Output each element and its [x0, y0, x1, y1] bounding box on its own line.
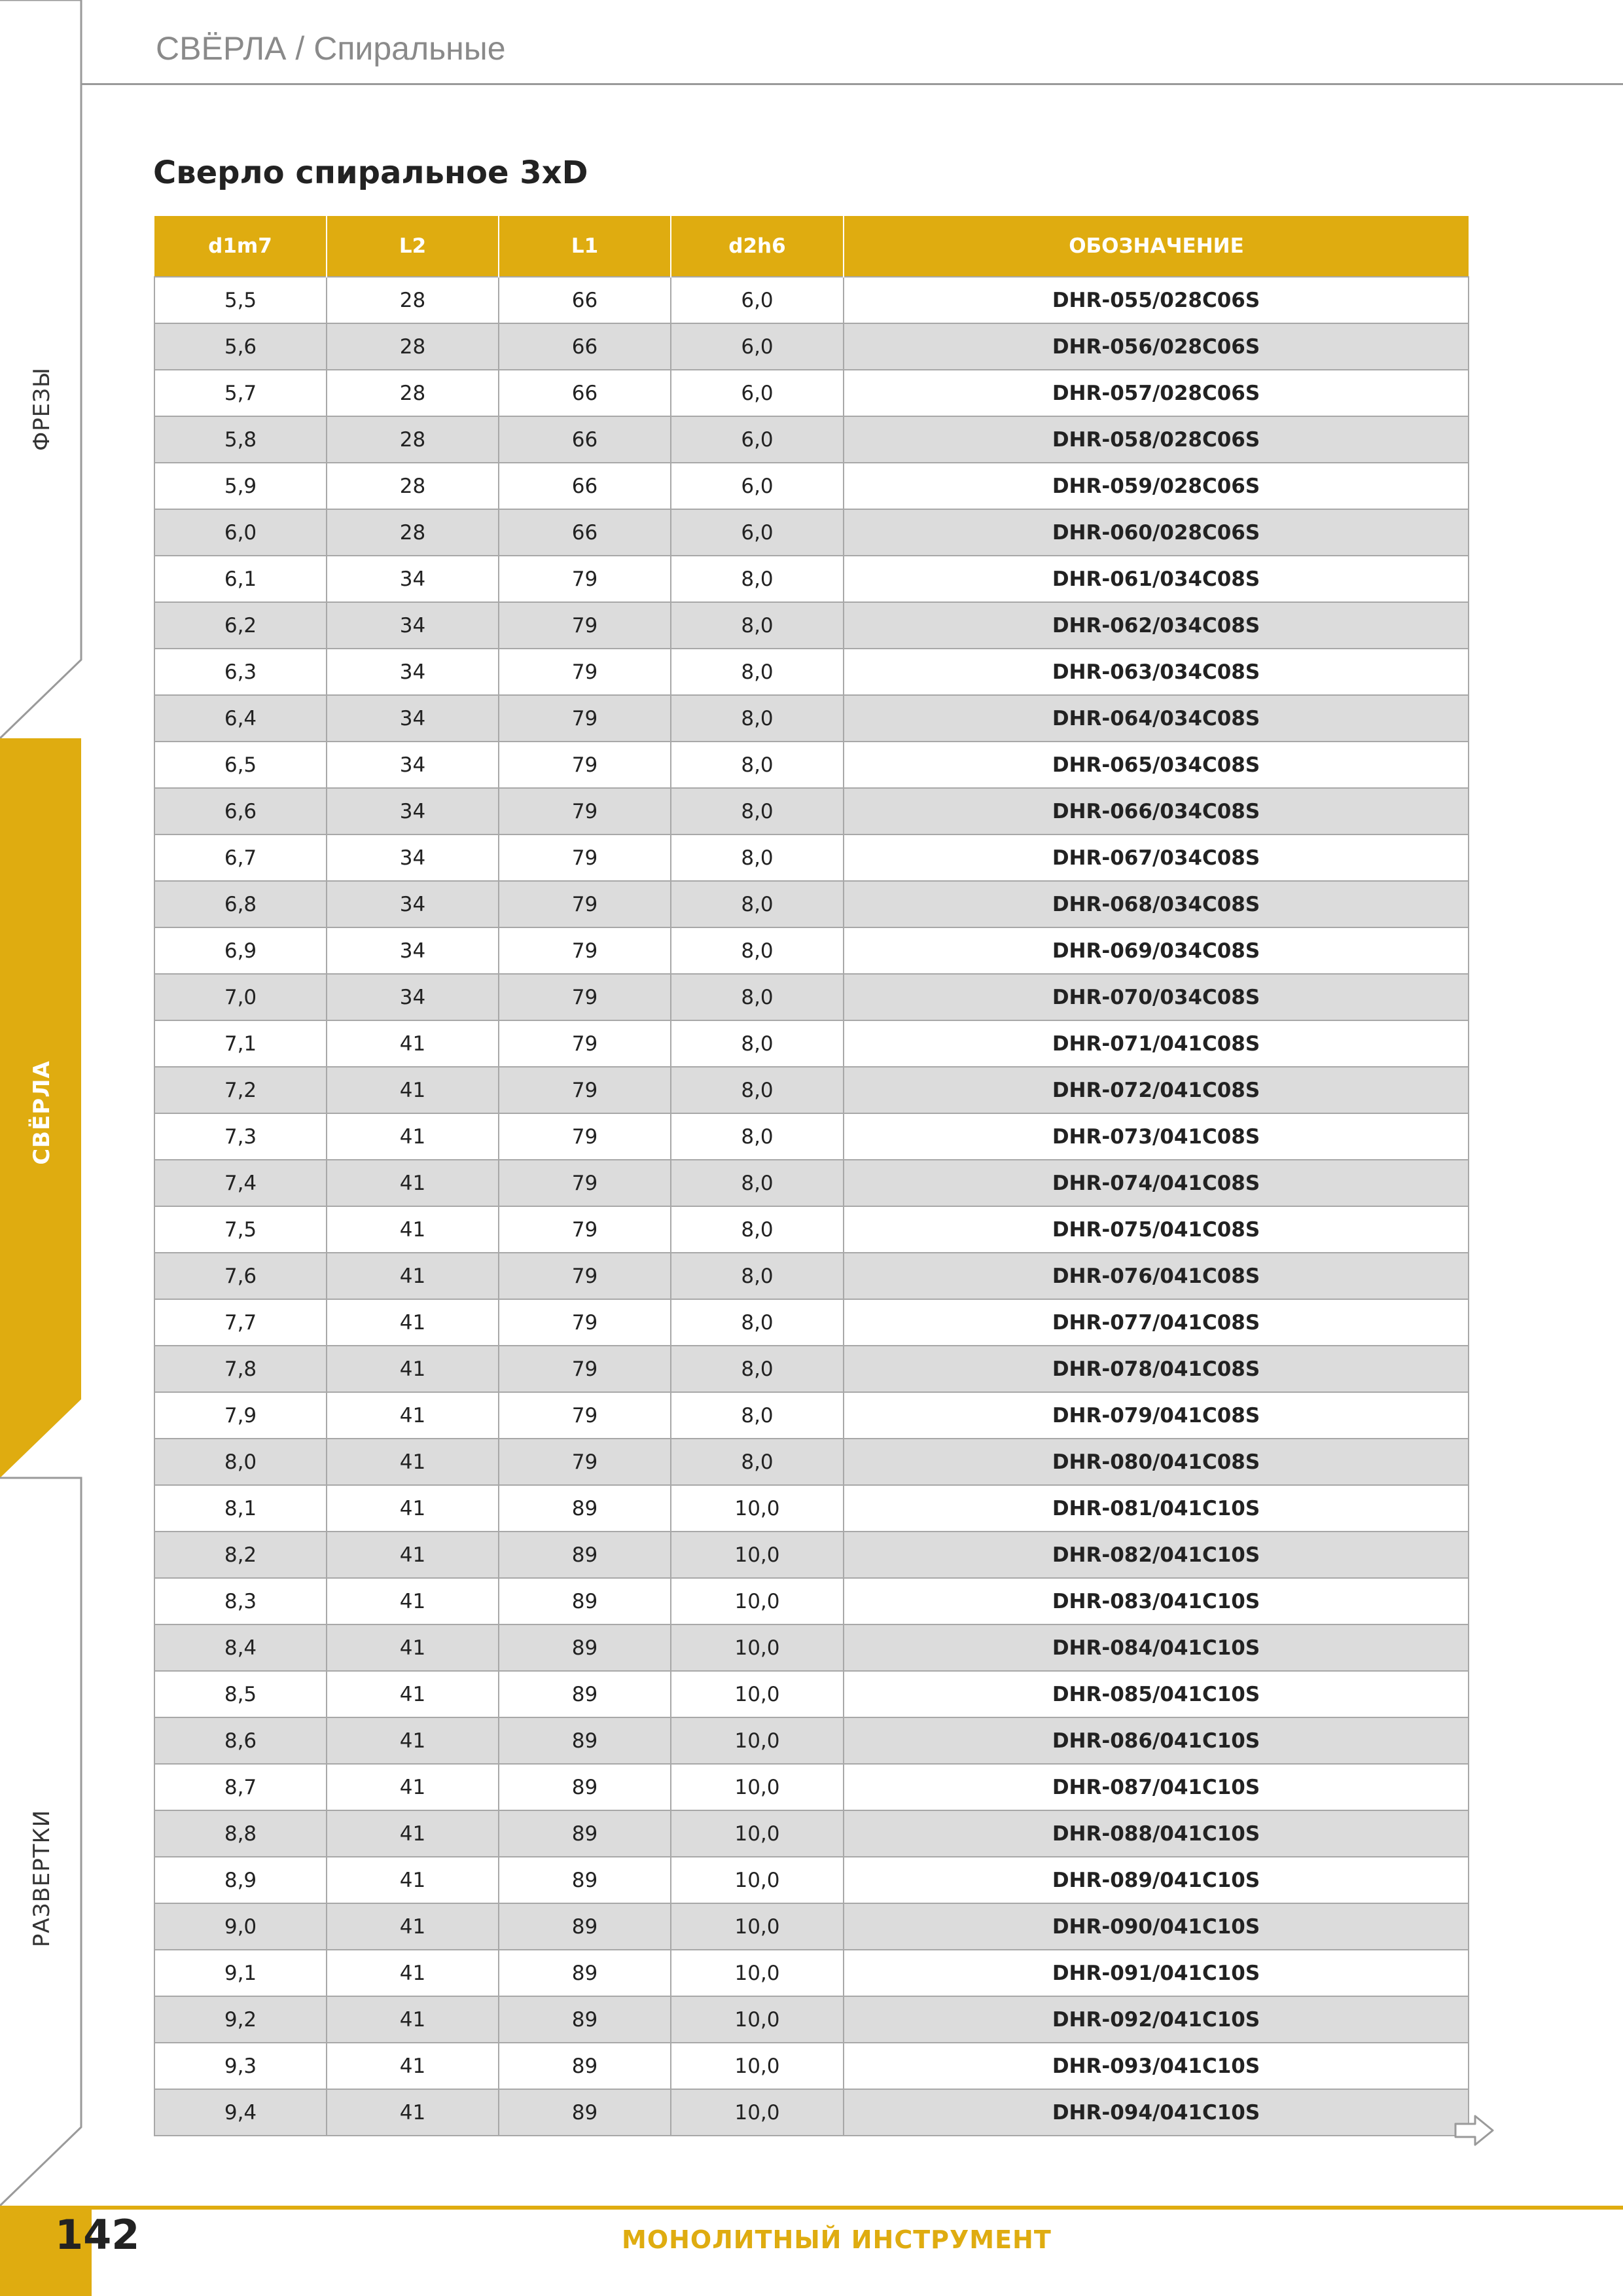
- table-row: [154, 1624, 1469, 1671]
- sidebar-tab-mills[interactable]: [16, 262, 68, 556]
- cell-l2: 41: [327, 1485, 499, 1532]
- arrow-right-outline-icon[interactable]: [1454, 2114, 1495, 2147]
- footer-text: МОНОЛИТНЫЙ ИНСТРУМЕНТ: [622, 2225, 1052, 2254]
- cell-d2h6: 10,0: [671, 1624, 844, 1671]
- cell-d1m7: 6,7: [154, 834, 327, 881]
- cell-designation: DHR-064/034C08S: [844, 695, 1469, 742]
- cell-designation: DHR-076/041C08S: [844, 1253, 1469, 1299]
- cell-l2: 28: [327, 323, 499, 370]
- cell-d1m7: 8,7: [154, 1764, 327, 1810]
- cell-d1m7: 8,9: [154, 1857, 327, 1903]
- cell-l2: 28: [327, 277, 499, 323]
- cell-d2h6: 8,0: [671, 1206, 844, 1253]
- page-number: 142: [55, 2211, 140, 2259]
- cell-d1m7: 6,9: [154, 927, 327, 974]
- cell-designation: DHR-074/041C08S: [844, 1160, 1469, 1206]
- cell-l1: 79: [499, 834, 671, 881]
- cell-d2h6: 8,0: [671, 1439, 844, 1485]
- cell-l1: 79: [499, 742, 671, 788]
- table-row: [154, 788, 1469, 834]
- cell-l1: 89: [499, 1903, 671, 1950]
- cell-d2h6: 10,0: [671, 1857, 844, 1903]
- cell-d2h6: 10,0: [671, 1950, 844, 1996]
- cell-d1m7: 9,0: [154, 1903, 327, 1950]
- table-row: [154, 370, 1469, 416]
- table-row: [154, 2089, 1469, 2136]
- table-row: [154, 1346, 1469, 1392]
- cell-d1m7: 8,8: [154, 1810, 327, 1857]
- cell-d1m7: 7,7: [154, 1299, 327, 1346]
- table-row: [154, 509, 1469, 556]
- cell-l1: 89: [499, 1950, 671, 1996]
- cell-l1: 79: [499, 1206, 671, 1253]
- cell-d1m7: 7,9: [154, 1392, 327, 1439]
- cell-designation: DHR-072/041C08S: [844, 1067, 1469, 1113]
- cell-l1: 79: [499, 927, 671, 974]
- cell-d2h6: 8,0: [671, 1020, 844, 1067]
- cell-l2: 28: [327, 370, 499, 416]
- cell-d1m7: 7,2: [154, 1067, 327, 1113]
- table-row: [154, 602, 1469, 649]
- cell-l2: 28: [327, 416, 499, 463]
- cell-l2: 41: [327, 1810, 499, 1857]
- cell-l1: 79: [499, 695, 671, 742]
- column-header-d1m7: d1m7: [154, 216, 327, 277]
- cell-d2h6: 6,0: [671, 509, 844, 556]
- cell-designation: DHR-085/041C10S: [844, 1671, 1469, 1717]
- cell-l1: 89: [499, 1671, 671, 1717]
- cell-l1: 79: [499, 1299, 671, 1346]
- cell-l1: 89: [499, 1857, 671, 1903]
- cell-d1m7: 5,9: [154, 463, 327, 509]
- cell-d2h6: 10,0: [671, 1810, 844, 1857]
- cell-d2h6: 6,0: [671, 323, 844, 370]
- cell-d1m7: 7,4: [154, 1160, 327, 1206]
- cell-l2: 41: [327, 1160, 499, 1206]
- table-row: [154, 1717, 1469, 1764]
- cell-designation: DHR-082/041C10S: [844, 1532, 1469, 1578]
- cell-l1: 89: [499, 1810, 671, 1857]
- table-row: [154, 1206, 1469, 1253]
- cell-designation: DHR-066/034C08S: [844, 788, 1469, 834]
- cell-l2: 41: [327, 1578, 499, 1624]
- table-row: [154, 1532, 1469, 1578]
- cell-d2h6: 8,0: [671, 881, 844, 927]
- cell-d2h6: 8,0: [671, 556, 844, 602]
- cell-d2h6: 8,0: [671, 602, 844, 649]
- header-divider: [81, 83, 1623, 85]
- cell-d2h6: 8,0: [671, 834, 844, 881]
- cell-l2: 41: [327, 2043, 499, 2089]
- cell-d2h6: 8,0: [671, 742, 844, 788]
- cell-l2: 41: [327, 1020, 499, 1067]
- cell-l1: 66: [499, 277, 671, 323]
- cell-designation: DHR-079/041C08S: [844, 1392, 1469, 1439]
- cell-d2h6: 10,0: [671, 1903, 844, 1950]
- cell-l2: 34: [327, 927, 499, 974]
- cell-d1m7: 8,1: [154, 1485, 327, 1532]
- cell-d2h6: 10,0: [671, 2043, 844, 2089]
- table-row: [154, 1996, 1469, 2043]
- cell-d1m7: 6,0: [154, 509, 327, 556]
- cell-l1: 79: [499, 1439, 671, 1485]
- table-row: [154, 834, 1469, 881]
- cell-l2: 34: [327, 788, 499, 834]
- table-row: [154, 927, 1469, 974]
- cell-d1m7: 6,1: [154, 556, 327, 602]
- cell-d2h6: 8,0: [671, 788, 844, 834]
- cell-l1: 79: [499, 649, 671, 695]
- cell-designation: DHR-088/041C10S: [844, 1810, 1469, 1857]
- cell-d1m7: 8,6: [154, 1717, 327, 1764]
- table-row: [154, 742, 1469, 788]
- cell-d2h6: 8,0: [671, 1113, 844, 1160]
- column-header-l2: L2: [327, 216, 499, 277]
- cell-l2: 34: [327, 649, 499, 695]
- table-row: [154, 2043, 1469, 2089]
- cell-d2h6: 8,0: [671, 1346, 844, 1392]
- cell-designation: DHR-068/034C08S: [844, 881, 1469, 927]
- table-row: [154, 277, 1469, 323]
- cell-l1: 89: [499, 1764, 671, 1810]
- cell-l1: 66: [499, 509, 671, 556]
- page-title: Сверло спиральное 3xD: [153, 154, 588, 191]
- cell-d1m7: 6,3: [154, 649, 327, 695]
- cell-designation: DHR-080/041C08S: [844, 1439, 1469, 1485]
- cell-d2h6: 10,0: [671, 1996, 844, 2043]
- cell-designation: DHR-061/034C08S: [844, 556, 1469, 602]
- table-row: [154, 1764, 1469, 1810]
- cell-d2h6: 6,0: [671, 370, 844, 416]
- table-row: [154, 1020, 1469, 1067]
- cell-d1m7: 7,8: [154, 1346, 327, 1392]
- cell-designation: DHR-083/041C10S: [844, 1578, 1469, 1624]
- cell-designation: DHR-087/041C10S: [844, 1764, 1469, 1810]
- cell-l2: 41: [327, 1206, 499, 1253]
- sidebar-tab-label: СВЁРЛА: [29, 1060, 56, 1165]
- cell-d2h6: 10,0: [671, 1578, 844, 1624]
- cell-designation: DHR-078/041C08S: [844, 1346, 1469, 1392]
- cell-l1: 89: [499, 1624, 671, 1671]
- cell-l2: 41: [327, 1717, 499, 1764]
- cell-l1: 79: [499, 788, 671, 834]
- table-header-row: [154, 216, 1469, 277]
- cell-designation: DHR-094/041C10S: [844, 2089, 1469, 2136]
- cell-d2h6: 8,0: [671, 1160, 844, 1206]
- table-row: [154, 323, 1469, 370]
- table-row: [154, 556, 1469, 602]
- cell-designation: DHR-062/034C08S: [844, 602, 1469, 649]
- column-header-l1: L1: [499, 216, 671, 277]
- cell-l1: 66: [499, 416, 671, 463]
- cell-d1m7: 9,2: [154, 1996, 327, 2043]
- cell-designation: DHR-060/028C06S: [844, 509, 1469, 556]
- cell-d1m7: 5,8: [154, 416, 327, 463]
- cell-d1m7: 9,3: [154, 2043, 327, 2089]
- sidebar-tab-drills[interactable]: [16, 949, 68, 1276]
- cell-d1m7: 8,5: [154, 1671, 327, 1717]
- cell-l2: 34: [327, 556, 499, 602]
- cell-d1m7: 5,7: [154, 370, 327, 416]
- column-header-designation: ОБОЗНАЧЕНИЕ: [844, 216, 1469, 277]
- table-row: [154, 1950, 1469, 1996]
- table-row: [154, 1857, 1469, 1903]
- cell-d1m7: 7,5: [154, 1206, 327, 1253]
- cell-l2: 41: [327, 1764, 499, 1810]
- cell-l2: 34: [327, 695, 499, 742]
- cell-l2: 41: [327, 1113, 499, 1160]
- cell-l1: 79: [499, 881, 671, 927]
- cell-l1: 89: [499, 1717, 671, 1764]
- table-row: [154, 1810, 1469, 1857]
- cell-l1: 89: [499, 1532, 671, 1578]
- cell-l2: 41: [327, 1624, 499, 1671]
- cell-l2: 41: [327, 1996, 499, 2043]
- table-row: [154, 695, 1469, 742]
- cell-l2: 34: [327, 602, 499, 649]
- cell-d1m7: 8,3: [154, 1578, 327, 1624]
- cell-l1: 89: [499, 1578, 671, 1624]
- cell-designation: DHR-084/041C10S: [844, 1624, 1469, 1671]
- cell-designation: DHR-073/041C08S: [844, 1113, 1469, 1160]
- table-row: [154, 1253, 1469, 1299]
- cell-designation: DHR-056/028C06S: [844, 323, 1469, 370]
- cell-l2: 41: [327, 1950, 499, 1996]
- cell-l1: 79: [499, 1020, 671, 1067]
- cell-d2h6: 6,0: [671, 463, 844, 509]
- cell-l1: 79: [499, 1160, 671, 1206]
- cell-designation: DHR-069/034C08S: [844, 927, 1469, 974]
- cell-designation: DHR-055/028C06S: [844, 277, 1469, 323]
- cell-l2: 41: [327, 1671, 499, 1717]
- cell-l1: 79: [499, 974, 671, 1020]
- cell-designation: DHR-063/034C08S: [844, 649, 1469, 695]
- cell-l2: 34: [327, 742, 499, 788]
- cell-l1: 89: [499, 1996, 671, 2043]
- cell-d2h6: 6,0: [671, 416, 844, 463]
- cell-l1: 79: [499, 1253, 671, 1299]
- cell-d2h6: 10,0: [671, 1485, 844, 1532]
- cell-l1: 66: [499, 463, 671, 509]
- cell-l1: 79: [499, 1392, 671, 1439]
- cell-designation: DHR-059/028C06S: [844, 463, 1469, 509]
- cell-l2: 41: [327, 1857, 499, 1903]
- breadcrumb: СВЁРЛА / Спиральные: [156, 30, 506, 67]
- cell-d1m7: 7,3: [154, 1113, 327, 1160]
- cell-d2h6: 8,0: [671, 1067, 844, 1113]
- cell-l2: 34: [327, 881, 499, 927]
- cell-designation: DHR-071/041C08S: [844, 1020, 1469, 1067]
- table-body: [154, 277, 1469, 2136]
- cell-designation: DHR-090/041C10S: [844, 1903, 1469, 1950]
- cell-designation: DHR-065/034C08S: [844, 742, 1469, 788]
- cell-d1m7: 8,4: [154, 1624, 327, 1671]
- column-header-d2h6: d2h6: [671, 216, 844, 277]
- cell-l1: 89: [499, 2089, 671, 2136]
- cell-l2: 28: [327, 463, 499, 509]
- cell-designation: DHR-081/041C10S: [844, 1485, 1469, 1532]
- table-row: [154, 1392, 1469, 1439]
- cell-d2h6: 10,0: [671, 1532, 844, 1578]
- table-row: [154, 649, 1469, 695]
- cell-d1m7: 6,4: [154, 695, 327, 742]
- cell-d2h6: 10,0: [671, 1671, 844, 1717]
- cell-d1m7: 6,2: [154, 602, 327, 649]
- cell-l2: 41: [327, 1299, 499, 1346]
- cell-d2h6: 8,0: [671, 1253, 844, 1299]
- cell-l1: 89: [499, 2043, 671, 2089]
- table-row: [154, 1485, 1469, 1532]
- cell-l1: 79: [499, 556, 671, 602]
- cell-l2: 41: [327, 1346, 499, 1392]
- cell-d2h6: 10,0: [671, 2089, 844, 2136]
- cell-d1m7: 6,6: [154, 788, 327, 834]
- cell-d2h6: 8,0: [671, 695, 844, 742]
- table-row: [154, 1160, 1469, 1206]
- cell-d1m7: 7,1: [154, 1020, 327, 1067]
- table-row: [154, 1903, 1469, 1950]
- table-row: [154, 1578, 1469, 1624]
- cell-l1: 79: [499, 602, 671, 649]
- cell-l1: 79: [499, 1067, 671, 1113]
- cell-designation: DHR-093/041C10S: [844, 2043, 1469, 2089]
- cell-l1: 79: [499, 1113, 671, 1160]
- table-row: [154, 1113, 1469, 1160]
- cell-d1m7: 8,2: [154, 1532, 327, 1578]
- cell-d2h6: 8,0: [671, 1299, 844, 1346]
- cell-l2: 41: [327, 1392, 499, 1439]
- cell-l2: 41: [327, 1532, 499, 1578]
- cell-d1m7: 6,5: [154, 742, 327, 788]
- cell-d1m7: 5,6: [154, 323, 327, 370]
- cell-designation: DHR-086/041C10S: [844, 1717, 1469, 1764]
- table-row: [154, 1299, 1469, 1346]
- spec-table: [154, 216, 1469, 2136]
- cell-designation: DHR-070/034C08S: [844, 974, 1469, 1020]
- table-row: [154, 416, 1469, 463]
- cell-d1m7: 7,0: [154, 974, 327, 1020]
- cell-designation: DHR-075/041C08S: [844, 1206, 1469, 1253]
- cell-d2h6: 6,0: [671, 277, 844, 323]
- cell-d2h6: 8,0: [671, 974, 844, 1020]
- table-row: [154, 881, 1469, 927]
- cell-l2: 41: [327, 1903, 499, 1950]
- table-row: [154, 974, 1469, 1020]
- sidebar-tab-label: ФРЕЗЫ: [29, 367, 55, 452]
- cell-l2: 41: [327, 1253, 499, 1299]
- cell-designation: DHR-058/028C06S: [844, 416, 1469, 463]
- sidebar-tab-label: РАЗВЕРТКИ: [29, 1809, 55, 1948]
- cell-d2h6: 8,0: [671, 1392, 844, 1439]
- table-row: [154, 463, 1469, 509]
- cell-d2h6: 10,0: [671, 1717, 844, 1764]
- cell-d1m7: 8,0: [154, 1439, 327, 1485]
- cell-l2: 41: [327, 1067, 499, 1113]
- cell-d1m7: 7,6: [154, 1253, 327, 1299]
- cell-designation: DHR-067/034C08S: [844, 834, 1469, 881]
- cell-designation: DHR-092/041C10S: [844, 1996, 1469, 2043]
- cell-l2: 28: [327, 509, 499, 556]
- cell-l2: 34: [327, 834, 499, 881]
- cell-d2h6: 8,0: [671, 649, 844, 695]
- cell-l1: 66: [499, 323, 671, 370]
- cell-d2h6: 10,0: [671, 1764, 844, 1810]
- cell-l1: 79: [499, 1346, 671, 1392]
- cell-d1m7: 6,8: [154, 881, 327, 927]
- table-row: [154, 1439, 1469, 1485]
- cell-d2h6: 8,0: [671, 927, 844, 974]
- cell-l2: 34: [327, 974, 499, 1020]
- cell-designation: DHR-091/041C10S: [844, 1950, 1469, 1996]
- sidebar-tab-reamers[interactable]: [16, 1676, 68, 2081]
- table-row: [154, 1067, 1469, 1113]
- table-row: [154, 1671, 1469, 1717]
- cell-d1m7: 5,5: [154, 277, 327, 323]
- cell-l2: 41: [327, 1439, 499, 1485]
- cell-designation: DHR-057/028C06S: [844, 370, 1469, 416]
- cell-l2: 41: [327, 2089, 499, 2136]
- footer-divider: [0, 2206, 1623, 2210]
- cell-d1m7: 9,4: [154, 2089, 327, 2136]
- cell-designation: DHR-077/041C08S: [844, 1299, 1469, 1346]
- cell-l1: 89: [499, 1485, 671, 1532]
- cell-d1m7: 9,1: [154, 1950, 327, 1996]
- cell-l1: 66: [499, 370, 671, 416]
- cell-designation: DHR-089/041C10S: [844, 1857, 1469, 1903]
